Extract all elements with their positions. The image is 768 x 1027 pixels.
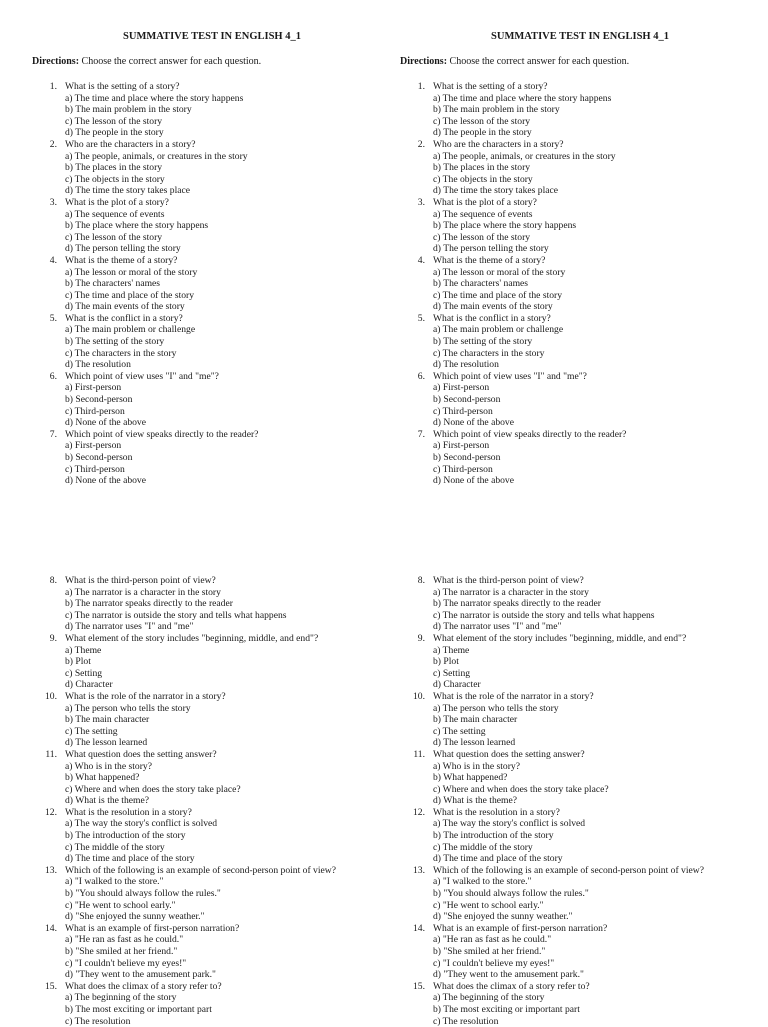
question-text: What is the third-person point of view? <box>65 575 216 586</box>
answer-option: b) The place where the story happens <box>433 220 577 232</box>
question-number: 7. <box>49 428 57 440</box>
answer-option: b) The characters' names <box>65 278 161 290</box>
question-line <box>400 865 760 877</box>
question-text: What is the conflict in a story? <box>65 312 183 324</box>
answer-option: b) "You should always follow the rules." <box>433 888 589 900</box>
question-item <box>32 749 392 807</box>
question-number: 8. <box>49 575 57 586</box>
question-text: What is the theme of a story? <box>433 254 546 266</box>
answer-option: b) "She smiled at her friend." <box>65 946 178 957</box>
question-item <box>400 633 760 691</box>
answer-option: c) Third-person <box>433 405 493 417</box>
question-text: Which point of view speaks directly to the reader? <box>65 428 259 440</box>
answer-option: d) The narrator uses "I" and "me" <box>433 621 562 633</box>
answer-option: d) None of the above <box>65 475 146 487</box>
question-item <box>400 923 760 981</box>
answer-option: a) The sequence of events <box>433 208 533 220</box>
answer-option: b) The most exciting or important part <box>65 1003 212 1015</box>
answer-option: d) The resolution <box>433 359 499 371</box>
question-number: 14. <box>45 922 57 934</box>
question-text: What is the conflict in a story? <box>433 312 551 324</box>
question-line <box>32 691 392 703</box>
question-number: 13. <box>413 864 425 876</box>
question-number: 11. <box>45 748 57 760</box>
question-item <box>32 197 392 255</box>
answer-option: c) The narrator is outside the story and tells what happens <box>65 609 287 621</box>
answer-option: d) Character <box>433 679 481 691</box>
question-item <box>400 807 760 865</box>
answer-option: d) The lesson learned <box>65 737 148 749</box>
answer-option: a) Who is in the story? <box>65 760 152 772</box>
answer-option: b) What happened? <box>433 772 508 784</box>
answer-option: d) Character <box>65 679 113 691</box>
question-number: 12. <box>413 806 425 818</box>
question-line <box>32 197 392 209</box>
question-list-part1 <box>32 81 392 487</box>
question-list-part2 <box>400 575 760 1027</box>
question-number: 6. <box>49 370 57 382</box>
question-line <box>32 981 392 993</box>
question-line <box>400 691 760 703</box>
answer-option: b) The place where the story happens <box>65 220 209 232</box>
answer-option: c) The narrator is outside the story and tells what happens <box>433 609 655 621</box>
answer-option: c) Setting <box>433 667 471 679</box>
question-line <box>400 81 760 93</box>
answer-option: a) "I walked to the store." <box>433 876 532 888</box>
question-number: 9. <box>417 632 425 644</box>
answer-option: c) Setting <box>65 667 103 679</box>
directions-text: Choose the correct answer for each question. <box>81 56 262 67</box>
answer-option: b) The main problem in the story <box>65 104 192 116</box>
question-text: What element of the story includes "beginning, middle, and end"? <box>65 632 319 644</box>
answer-option: d) The person telling the story <box>433 243 549 255</box>
answer-option: b) The setting of the story <box>65 336 165 348</box>
question-line <box>400 575 760 587</box>
answer-option: a) The main problem or challenge <box>433 324 564 336</box>
question-item <box>32 575 392 633</box>
answer-option: d) None of the above <box>65 417 146 429</box>
question-item <box>400 81 760 139</box>
question-item <box>400 749 760 807</box>
question-line <box>32 865 392 877</box>
question-line <box>400 197 760 209</box>
question-item <box>400 691 760 749</box>
question-number: 8. <box>417 575 425 586</box>
answer-option: d) The people in the story <box>65 127 164 139</box>
question-list-part2 <box>32 575 392 1027</box>
question-text: What is the third-person point of view? <box>433 575 584 586</box>
answer-option: c) Where and when does the story take place? <box>65 783 241 795</box>
question-item <box>400 865 760 923</box>
answer-option: c) The lesson of the story <box>433 115 531 127</box>
question-number: 1. <box>49 81 57 92</box>
answer-option: a) First-person <box>433 440 490 452</box>
directions <box>400 56 629 67</box>
answer-option: b) The main character <box>433 714 518 726</box>
question-number: 1. <box>417 81 425 92</box>
question-line <box>400 371 760 383</box>
question-text: What question does the setting answer? <box>65 748 217 760</box>
answer-option: c) The resolution <box>65 1015 131 1027</box>
question-text: What is the role of the narrator in a story? <box>433 690 594 702</box>
question-number: 6. <box>417 370 425 382</box>
question-item <box>32 865 392 923</box>
question-item <box>32 313 392 371</box>
answer-option: d) The person telling the story <box>65 243 181 255</box>
directions-label: Directions: <box>32 56 80 67</box>
question-item <box>400 139 760 197</box>
question-text: What element of the story includes "beginning, middle, and end"? <box>433 632 687 644</box>
answer-option: b) The places in the story <box>65 162 163 174</box>
answer-option: c) "I couldn't believe my eyes!" <box>433 957 555 969</box>
answer-option: a) First-person <box>433 382 490 394</box>
answer-option: a) "He ran as fast as he could." <box>433 934 552 946</box>
question-line <box>32 371 392 383</box>
answer-option: a) The beginning of the story <box>65 992 177 1004</box>
answer-option: b) The places in the story <box>433 162 531 174</box>
question-text: Which point of view uses "I" and "me"? <box>433 370 587 382</box>
question-line <box>32 633 392 645</box>
answer-option: d) None of the above <box>433 417 514 429</box>
answer-option: a) The people, animals, or creatures in the story <box>65 150 248 162</box>
question-number: 15. <box>413 980 425 992</box>
question-number: 10. <box>413 690 425 702</box>
answer-option: a) The person who tells the story <box>65 702 191 714</box>
question-text: What is the setting of a story? <box>65 81 180 92</box>
question-line <box>400 633 760 645</box>
question-item <box>400 313 760 371</box>
answer-option: c) The lesson of the story <box>65 115 163 127</box>
answer-option: a) First-person <box>65 440 122 452</box>
question-item <box>32 923 392 981</box>
answer-option: c) The lesson of the story <box>65 231 163 243</box>
question-text: Which point of view uses "I" and "me"? <box>65 370 219 382</box>
answer-option: b) The most exciting or important part <box>433 1003 580 1015</box>
question-number: 3. <box>49 196 57 208</box>
answer-option: a) First-person <box>65 382 122 394</box>
answer-option: b) The main problem in the story <box>433 104 560 116</box>
answer-option: d) "She enjoyed the sunny weather." <box>65 911 205 923</box>
answer-option: c) Third-person <box>65 463 125 475</box>
question-item <box>32 81 392 139</box>
answer-option: b) "She smiled at her friend." <box>433 946 546 957</box>
question-text: What question does the setting answer? <box>433 748 585 760</box>
answer-option: d) The time and place of the story <box>433 853 563 865</box>
question-item <box>32 429 392 487</box>
question-number: 9. <box>49 632 57 644</box>
question-line <box>400 923 760 935</box>
question-item <box>400 197 760 255</box>
answer-option: a) The time and place where the story happens <box>433 92 612 104</box>
answer-option: c) The middle of the story <box>433 841 533 853</box>
answer-option: a) The people, animals, or creatures in the story <box>433 150 616 162</box>
question-item <box>32 139 392 197</box>
answer-option: d) What is the theme? <box>433 795 518 807</box>
question-item <box>32 371 392 429</box>
question-line <box>400 981 760 993</box>
answer-option: b) What happened? <box>65 772 140 784</box>
question-text: What is the plot of a story? <box>65 196 169 208</box>
answer-option: c) Third-person <box>433 463 493 475</box>
answer-option: c) Where and when does the story take place? <box>433 783 609 795</box>
answer-option: d) The lesson learned <box>433 737 516 749</box>
answer-option: a) The lesson or moral of the story <box>433 266 566 278</box>
answer-option: b) The introduction of the story <box>433 830 554 842</box>
question-line <box>32 255 392 267</box>
question-number: 7. <box>417 428 425 440</box>
question-text: Which of the following is an example of second-person point of view? <box>433 864 704 876</box>
question-text: Which of the following is an example of second-person point of view? <box>65 864 336 876</box>
question-line <box>400 255 760 267</box>
question-text: What does the climax of a story refer to? <box>65 980 222 992</box>
answer-option: b) The narrator speaks directly to the reader <box>433 598 601 610</box>
question-number: 5. <box>49 312 57 324</box>
question-number: 2. <box>417 138 425 150</box>
answer-option: b) Second-person <box>433 394 501 406</box>
question-line <box>400 749 760 761</box>
answer-option: c) Third-person <box>65 405 125 417</box>
directions-text: Choose the correct answer for each question. <box>449 56 630 67</box>
question-item <box>400 429 760 487</box>
answer-option: d) The time and place of the story <box>65 853 195 865</box>
answer-option: a) The main problem or challenge <box>65 324 196 336</box>
answer-option: d) "They went to the amusement park." <box>433 969 584 981</box>
answer-option: a) Who is in the story? <box>433 760 520 772</box>
answer-option: a) The way the story's conflict is solved <box>433 818 586 830</box>
question-line <box>400 139 760 151</box>
question-line <box>32 313 392 325</box>
question-number: 3. <box>417 196 425 208</box>
question-item <box>32 981 392 1027</box>
answer-option: a) Theme <box>65 644 102 656</box>
answer-option: d) The main events of the story <box>65 301 185 313</box>
question-number: 4. <box>417 254 425 266</box>
question-line <box>32 139 392 151</box>
answer-option: a) Theme <box>433 644 470 656</box>
answer-option: d) "She enjoyed the sunny weather." <box>433 911 573 923</box>
answer-option: b) The main character <box>65 714 150 726</box>
answer-option: c) The characters in the story <box>433 347 545 359</box>
question-number: 13. <box>45 864 57 876</box>
question-line <box>32 807 392 819</box>
question-number: 15. <box>45 980 57 992</box>
answer-option: d) The resolution <box>65 359 131 371</box>
test-title: SUMMATIVE TEST IN ENGLISH 4_1 <box>491 31 669 42</box>
question-line <box>400 313 760 325</box>
answer-option: d) "They went to the amusement park." <box>65 969 216 981</box>
question-text: Who are the characters in a story? <box>433 138 564 150</box>
question-number: 2. <box>49 138 57 150</box>
question-item <box>32 807 392 865</box>
question-item <box>400 981 760 1027</box>
answer-option: d) The people in the story <box>433 127 532 139</box>
question-item <box>400 575 760 633</box>
question-text: What is the setting of a story? <box>433 81 548 92</box>
question-item <box>400 371 760 429</box>
question-line <box>32 749 392 761</box>
question-line <box>32 429 392 441</box>
question-text: What is an example of first-person narration? <box>433 922 608 934</box>
question-text: What is an example of first-person narration? <box>65 922 240 934</box>
answer-option: a) The narrator is a character in the story <box>433 586 589 598</box>
question-number: 12. <box>45 806 57 818</box>
answer-option: d) The narrator uses "I" and "me" <box>65 621 194 633</box>
answer-option: a) The person who tells the story <box>433 702 559 714</box>
question-item <box>32 633 392 691</box>
answer-option: b) Second-person <box>65 452 133 463</box>
question-text: What is the theme of a story? <box>65 254 178 266</box>
question-number: 5. <box>417 312 425 324</box>
answer-option: c) The setting <box>65 725 118 737</box>
question-text: What does the climax of a story refer to? <box>433 980 590 992</box>
test-title: SUMMATIVE TEST IN ENGLISH 4_1 <box>123 31 301 42</box>
answer-option: a) The way the story's conflict is solved <box>65 818 218 830</box>
answer-option: c) The middle of the story <box>65 841 165 853</box>
question-item <box>400 255 760 313</box>
answer-option: a) The lesson or moral of the story <box>65 266 198 278</box>
answer-option: c) The resolution <box>433 1015 499 1027</box>
answer-option: d) What is the theme? <box>65 795 150 807</box>
answer-option: d) The time the story takes place <box>65 185 191 197</box>
question-line <box>400 807 760 819</box>
question-item <box>32 255 392 313</box>
answer-option: c) The time and place of the story <box>433 289 563 301</box>
answer-option: c) "I couldn't believe my eyes!" <box>65 957 187 969</box>
answer-option: b) Plot <box>433 656 459 668</box>
question-text: Who are the characters in a story? <box>65 138 196 150</box>
answer-option: c) "He went to school early." <box>65 899 176 911</box>
answer-option: b) Second-person <box>433 452 501 463</box>
answer-option: d) The time the story takes place <box>433 185 559 197</box>
question-number: 14. <box>413 922 425 934</box>
question-line <box>32 923 392 935</box>
question-line <box>32 81 392 93</box>
question-number: 11. <box>413 748 425 760</box>
directions <box>32 56 261 67</box>
answer-option: b) The characters' names <box>433 278 529 290</box>
answer-option: c) "He went to school early." <box>433 899 544 911</box>
answer-option: a) "I walked to the store." <box>65 876 164 888</box>
answer-option: c) The objects in the story <box>433 173 533 185</box>
question-text: What is the resolution in a story? <box>433 806 560 818</box>
question-text: What is the role of the narrator in a story? <box>65 690 226 702</box>
answer-option: c) The objects in the story <box>65 173 165 185</box>
answer-option: a) The beginning of the story <box>433 992 545 1004</box>
answer-option: b) The setting of the story <box>433 336 533 348</box>
question-list-part1 <box>400 81 760 487</box>
question-line <box>32 575 392 587</box>
answer-option: c) The setting <box>433 725 486 737</box>
answer-option: d) The main events of the story <box>433 301 553 313</box>
question-text: What is the resolution in a story? <box>65 806 192 818</box>
answer-option: c) The lesson of the story <box>433 231 531 243</box>
answer-option: a) The sequence of events <box>65 208 165 220</box>
question-text: Which point of view speaks directly to the reader? <box>433 428 627 440</box>
question-line <box>400 429 760 441</box>
answer-option: a) The narrator is a character in the story <box>65 586 221 598</box>
answer-option: b) "You should always follow the rules." <box>65 888 221 900</box>
answer-option: b) Second-person <box>65 394 133 406</box>
answer-option: c) The time and place of the story <box>65 289 195 301</box>
answer-option: d) None of the above <box>433 475 514 487</box>
question-number: 10. <box>45 690 57 702</box>
question-item <box>32 691 392 749</box>
question-text: What is the plot of a story? <box>433 196 537 208</box>
answer-option: a) "He ran as fast as he could." <box>65 934 184 946</box>
question-number: 4. <box>49 254 57 266</box>
answer-option: a) The time and place where the story happens <box>65 92 244 104</box>
answer-option: b) The introduction of the story <box>65 830 186 842</box>
directions-label: Directions: <box>400 56 448 67</box>
answer-option: b) The narrator speaks directly to the reader <box>65 598 233 610</box>
answer-option: b) Plot <box>65 656 91 668</box>
answer-option: c) The characters in the story <box>65 347 177 359</box>
